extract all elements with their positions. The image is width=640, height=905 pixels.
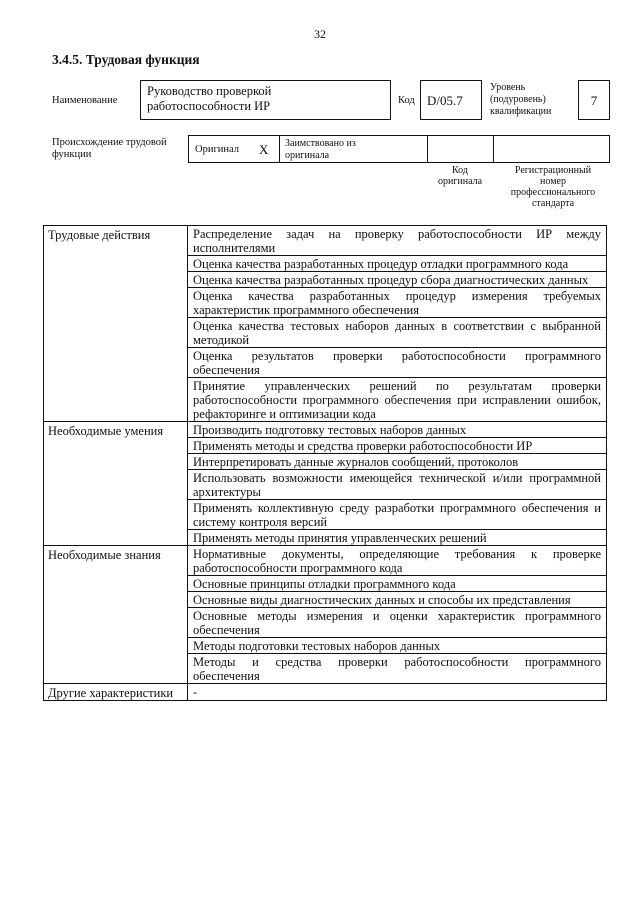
name-value-box [140,80,391,120]
name-label: Наименование [52,95,118,106]
table-row [44,226,607,256]
name-value-line1: Руководство проверкой [147,84,272,98]
function-table [43,225,607,701]
reg-number-label [496,165,610,209]
knowledge-item: Методы подготовки тестовых наборов данных [188,638,607,654]
other-value: - [188,684,607,701]
table-row [44,546,607,576]
reg-number-cell [493,136,611,162]
table-row [44,422,607,438]
borrowed-label [285,138,425,162]
origin-label [52,137,187,161]
skill-item: Применять коллективную среду разработки программного обеспечения и систему контроля версий [188,500,607,530]
page-number: 32 [314,27,326,41]
labor-action-item: Оценка качества разработанных процедур сбора диагностических данных [188,272,607,288]
origin-row [188,135,610,163]
labor-action-item: Оценка качества тестовых наборов данных в соответствии с выбранной методикой [188,318,607,348]
knowledge-item: Методы и средства проверки работоспособности программного обеспечения [188,654,607,684]
level-label-line1: Уровень [490,82,526,93]
level-label [490,82,576,118]
original-mark: X [259,142,269,157]
original-label: Оригинал [195,144,239,155]
knowledge-item: Нормативные документы, определяющие требования к проверке работоспособности программного кода [188,546,607,576]
code-origin-label [428,165,492,187]
knowledge-item: Основные принципы отладки программного кода [188,576,607,592]
reg-line1: Регистрационный [514,165,592,176]
skill-item: Использовать возможности имеющейся технической и/или программной архитектуры [188,470,607,500]
knowledge-item: Основные методы измерения и оценки характеристик программного обеспечения [188,608,607,638]
table-row [44,684,607,701]
knowledge-category: Необходимые знания [44,546,188,684]
origin-label-line2: функции [52,149,92,160]
reg-line3: профессионального [510,187,596,198]
borrowed-line2: оригинала [285,150,330,161]
skill-item: Интерпретировать данные журналов сообщений, протоколов [188,454,607,470]
origin-label-line1: Происхождение трудовой [52,137,167,148]
skill-item: Применять методы и средства проверки работоспособности ИР [188,438,607,454]
level-value-box: 7 [578,80,610,120]
code-label: Код [398,95,415,106]
level-label-line3: квалификации [490,106,552,117]
section-title: 3.4.5. Трудовая функция [52,52,200,67]
labor-action-item: Оценка качества разработанных процедур измерения требуемых характеристик программного обеспечения [188,288,607,318]
code-value-box: D/05.7 [420,80,482,120]
code-origin-cell [427,136,493,162]
skill-item: Производить подготовку тестовых наборов данных [188,422,607,438]
labor-actions-category: Трудовые действия [44,226,188,422]
labor-action-item: Распределение задач на проверку работоспособности ИР между исполнителями [188,226,607,256]
skills-category: Необходимые умения [44,422,188,546]
labor-action-item: Оценка результатов проверки работоспособности программного обеспечения [188,348,607,378]
code-origin-line1: Код [452,165,468,176]
knowledge-item: Основные виды диагностических данных и способы их представления [188,592,607,608]
other-category: Другие характеристики [44,684,188,701]
level-label-line2: (подуровень) [490,94,546,105]
reg-line2: номер [540,176,566,187]
labor-action-item: Оценка качества разработанных процедур отладки программного кода [188,256,607,272]
labor-action-item: Принятие управленческих решений по результатам проверки работоспособности программного обеспечения при исправлении ошибок, рефакторинге и оптимизации кода [188,378,607,422]
reg-line4: стандарта [531,198,575,209]
skill-item: Применять методы принятия управленческих решений [188,530,607,546]
name-value-line2: работоспособности ИР [147,99,271,113]
borrowed-line1: Заимствовано из [285,138,356,149]
code-origin-line2: оригинала [437,176,483,187]
